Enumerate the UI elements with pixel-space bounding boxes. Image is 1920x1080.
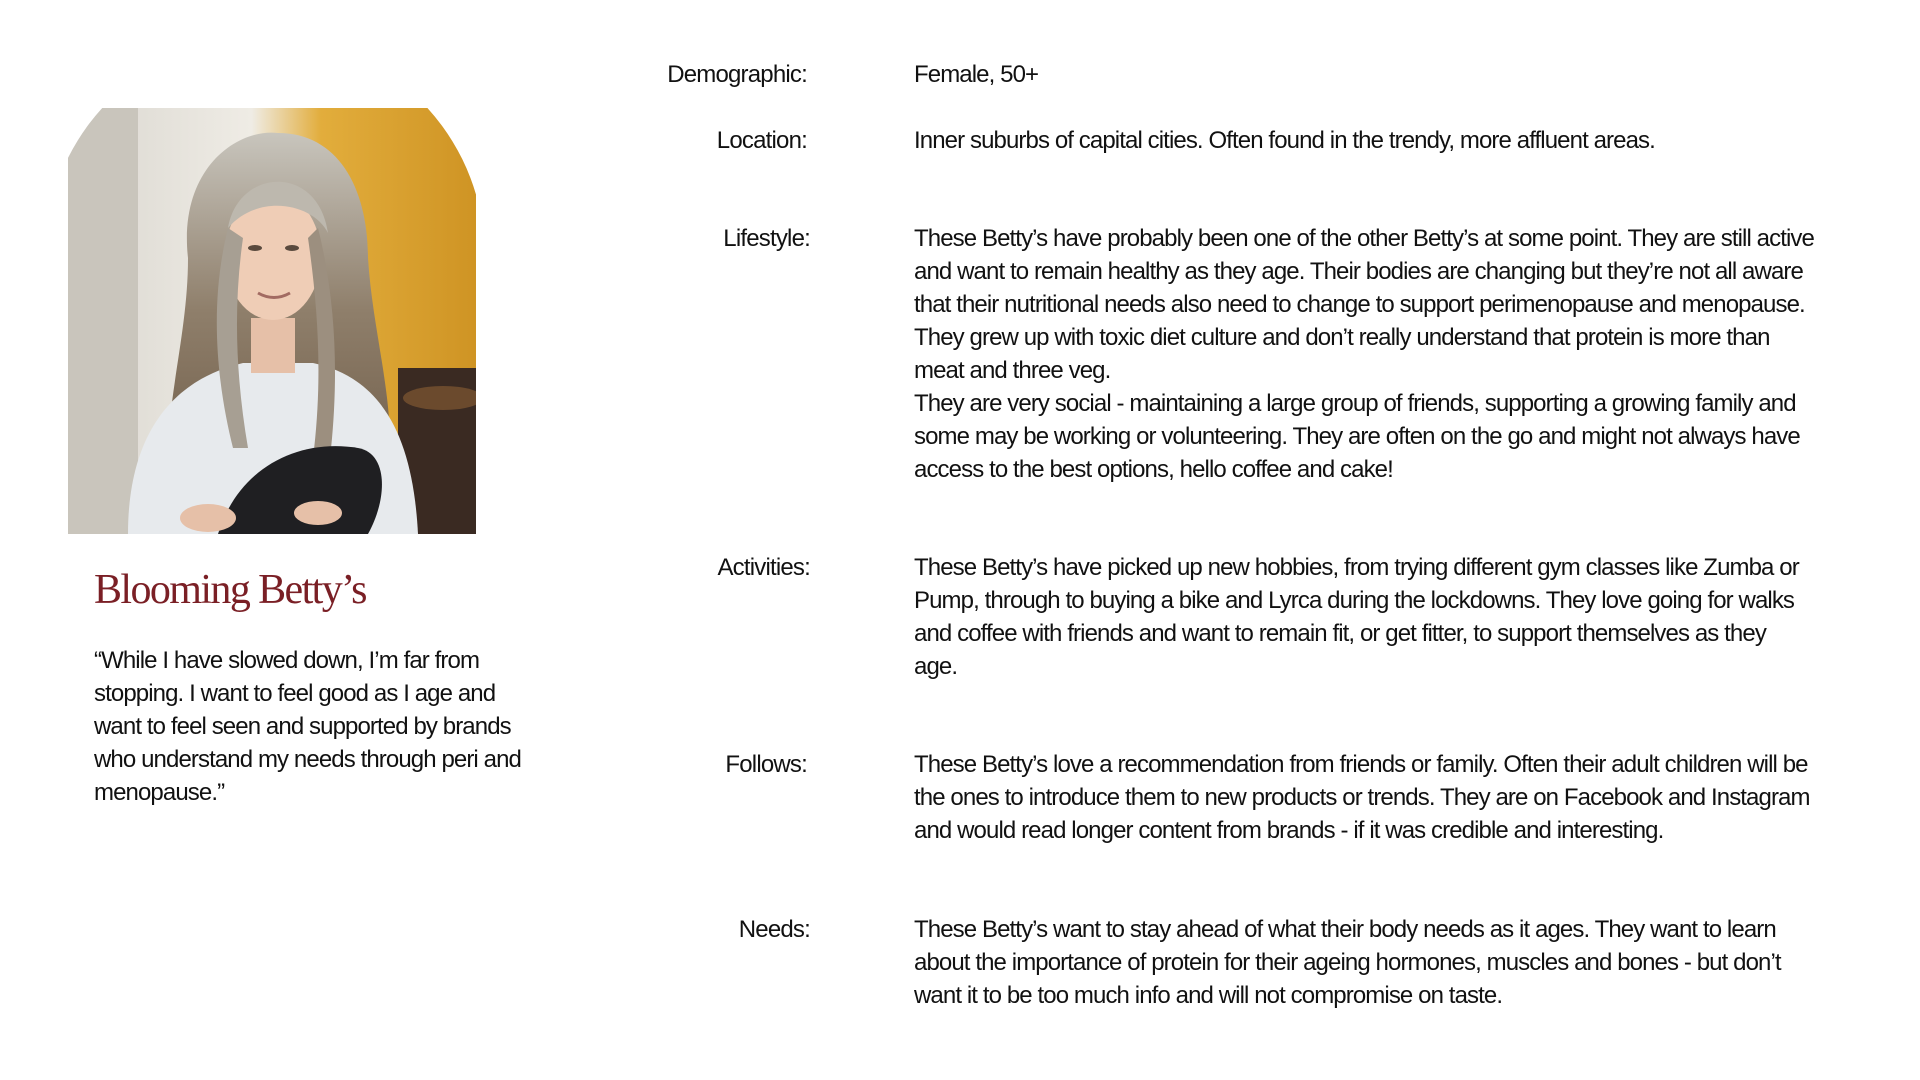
needs-label: Needs: — [738, 916, 810, 943]
needs-value: These Betty’s want to stay ahead of what their body needs as it ages. They want to learn about the importance of protein for their ageing hormones, muscles and bones - but don’t want it to be too much info and will not compromise on taste. — [914, 916, 1781, 1009]
follows-value: These Betty’s love a recommendation from friends or family. Often their adult children will be the ones to introduce them to new products or trends. They are on Facebook and Instagram and would read longer content from brands - if it was credible and interesting. — [914, 751, 1810, 844]
persona-quote: “While I have slowed down, I’m far from stopping. I want to feel good as I age and want to feel seen and supported by brands who understand my needs through peri and menopause.” — [94, 647, 521, 806]
persona-photo — [68, 108, 476, 534]
activities-label: Activities: — [717, 554, 810, 581]
lifestyle-label: Lifestyle: — [723, 225, 810, 252]
demographic-label: Demographic: — [667, 61, 807, 88]
lifestyle-paragraph: These Betty’s have probably been one of the other Betty’s at some point. They are still active and want to remain healthy as they age. Their bodies are changing but they’re not all aware that their nutritional needs also need to change to support perimenopause and menopause. They grew up with toxic diet culture and don’t really understand that protein is more than meat and three veg. — [914, 225, 1814, 384]
location-value: Inner suburbs of capital cities. Often found in the trendy, more affluent areas. — [914, 127, 1655, 154]
lifestyle-value — [914, 222, 1814, 486]
activities-value: These Betty’s have picked up new hobbies, from trying different gym classes like Zumba or Pump, through to buying a bike and Lyrca during the lockdowns. They love going for walks and coffee with friends and want to remain fit, or get fitter, to support themselves as they age. — [914, 554, 1799, 680]
demographic-value: Female, 50+ — [914, 61, 1039, 88]
follows-label: Follows: — [725, 751, 807, 778]
persona-name: Blooming Betty’s — [94, 567, 366, 613]
lifestyle-paragraph: They are very social - maintaining a large group of friends, supporting a growing family and some may be working or volunteering. They are often on the go and might not always have access to the best options, hello coffee and cake! — [914, 390, 1800, 483]
location-label: Location: — [716, 127, 807, 154]
